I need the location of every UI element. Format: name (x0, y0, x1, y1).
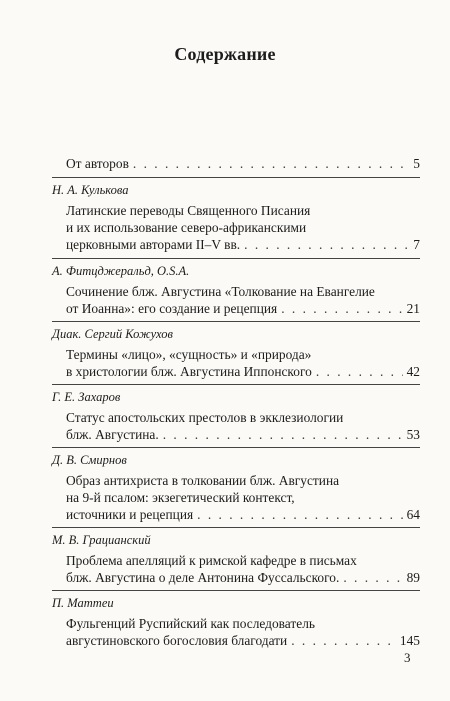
dot-leader (343, 569, 402, 586)
toc-entry-title-line: на 9-й псалом: экзегетический контекст, (66, 490, 295, 505)
page-number: 3 (404, 650, 411, 665)
toc-entry-author: А. Фитцджеральд, O.S.A. (52, 264, 190, 278)
toc-entry-title-line: августиновского богословия благодати (66, 633, 288, 648)
toc-entry-title-line: блж. Августина о деле Антонина Фуссальского. (66, 570, 340, 585)
dot-leader (133, 155, 409, 172)
toc-entry-title-line: Статус апостольских престолов в экклезиологии (66, 410, 344, 425)
toc-entry-page: 21 (406, 301, 420, 316)
divider (52, 258, 420, 259)
toc-entry-page: 145 (399, 633, 420, 648)
dot-leader (291, 632, 396, 649)
toc-entry-author: Диак. Сергий Кожухов (52, 327, 173, 341)
toc-entry-title-line: Латинские переводы Священного Писания (66, 203, 311, 218)
dot-leader (163, 426, 403, 443)
toc-entry-last-line (66, 300, 420, 317)
toc-entry-author: Г. Е. Захаров (52, 390, 121, 404)
toc-entry-last-line (66, 569, 420, 586)
toc-entry-last-line (66, 426, 420, 443)
page-title: Содержание (174, 44, 276, 64)
divider (52, 590, 420, 591)
toc-entry-page: 7 (413, 237, 420, 252)
toc-entry-title-line: в христологии блж. Августина Иппонского (66, 364, 312, 379)
toc-entry-author: Д. В. Смирнов (52, 453, 127, 467)
toc-intro-label: От авторов (66, 156, 129, 171)
toc-entry-author: П. Маттеи (52, 596, 114, 610)
divider (52, 447, 420, 448)
toc-entry-page: 64 (406, 507, 420, 522)
dot-leader (244, 236, 409, 253)
toc-intro (66, 155, 420, 172)
toc-entry-title-line: Сочинение блж. Августина «Толкование на Евангелие (66, 284, 375, 299)
toc-entry-last-line (66, 632, 420, 649)
toc-entry-title-line: блж. Августина. (66, 427, 159, 442)
toc-entry-author: М. В. Грацианский (52, 533, 151, 547)
toc-entry-title-line: Фульгенций Руспийский как последователь (66, 616, 315, 631)
toc-entry-title-line: от Иоанна»: его создание и рецепция (66, 301, 278, 316)
divider (52, 527, 420, 528)
toc-entry-page: 89 (406, 570, 420, 585)
dot-leader (197, 506, 402, 523)
toc-entry-last-line (66, 506, 420, 523)
toc-entry-title-line: церковными авторами II–V вв. (66, 237, 241, 252)
toc-entry-last-line (66, 236, 420, 253)
toc-entry-title-line: и их использование северо-африканскими (66, 220, 307, 235)
dot-leader (316, 363, 403, 380)
toc-entry-last-line (66, 363, 420, 380)
toc-entry-author: Н. А. Кулькова (52, 183, 129, 197)
divider (52, 384, 420, 385)
divider (52, 321, 420, 322)
toc-entry-title-line: Термины «лицо», «сущность» и «природа» (66, 347, 312, 362)
toc-intro-page: 5 (413, 156, 420, 171)
toc-entry-page: 53 (406, 427, 420, 442)
toc-entry-title-line: Проблема апелляций к римской кафедре в письмах (66, 553, 357, 568)
divider (52, 177, 420, 178)
toc-entry-page: 42 (406, 364, 420, 379)
toc-entry-title-line: источники и рецепция (66, 507, 194, 522)
dot-leader (281, 300, 402, 317)
toc-entry-title-line: Образ антихриста в толковании блж. Августина (66, 473, 340, 488)
